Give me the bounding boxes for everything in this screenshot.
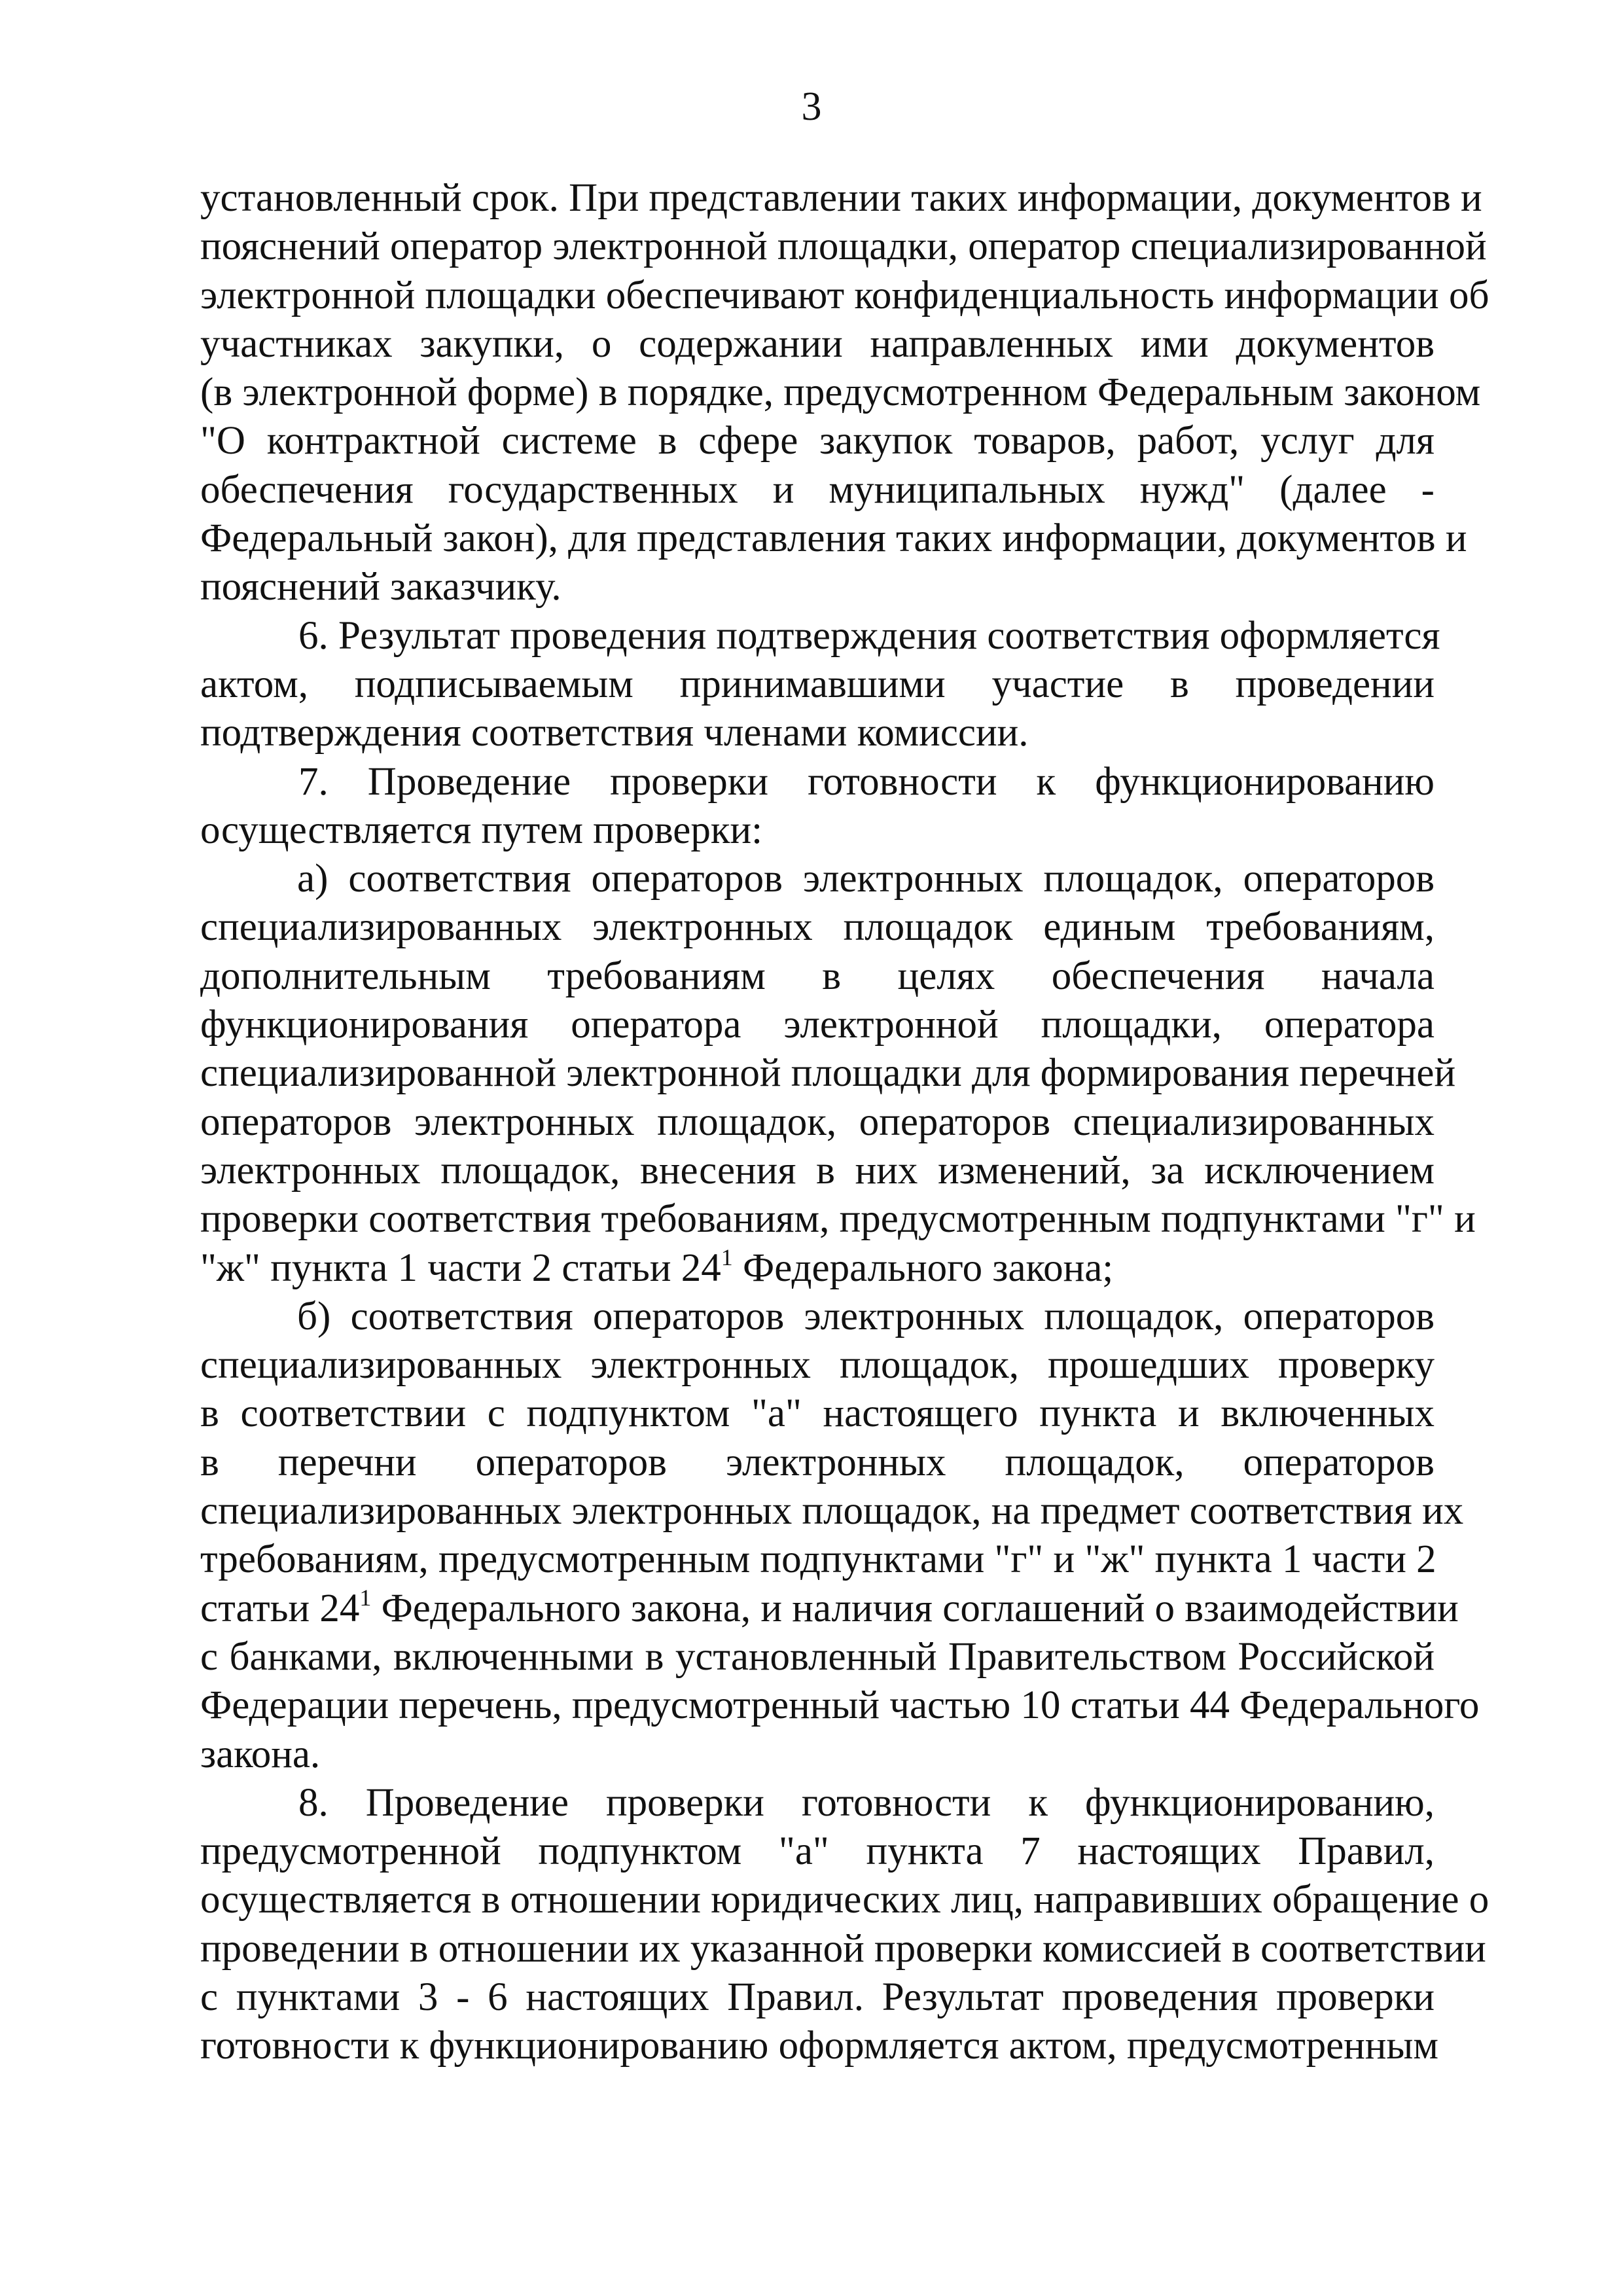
- paragraph-continuation: [200, 174, 1489, 612]
- text-line: готовности к функционированию оформляется актом, предусмотренным: [200, 2024, 1439, 2068]
- text-line: обеспечения государственных и муниципальных нужд" (далее -: [200, 467, 1435, 512]
- text-fragment: "ж" пункта 1 части 2 статьи 24: [200, 1246, 721, 1290]
- text-line: дополнительным требованиям в целях обеспечения начала: [200, 954, 1435, 998]
- text-line: "О контрактной системе в сфере закупок товаров, работ, услуг для: [200, 419, 1435, 463]
- text-line: электронных площадок, внесения в них изменений, за исключением: [200, 1148, 1435, 1193]
- paragraph-6: [200, 612, 1440, 758]
- text-line: Федеральный закон), для представления таких информации, документов и: [200, 516, 1467, 561]
- text-line: проверки соответствия требованиям, предусмотренным подпунктами "г" и: [200, 1197, 1476, 1242]
- text-fragment: статьи 24: [200, 1586, 360, 1630]
- paragraph-7: [200, 758, 1435, 855]
- text-line: электронной площадки обеспечивают конфиденциальность информации об: [200, 273, 1489, 317]
- text-fragment: Федерального закона;: [732, 1246, 1114, 1290]
- text-line: [200, 1584, 1459, 1633]
- text-line: специализированных электронных площадок, прошедших проверку: [200, 1343, 1435, 1388]
- text-line: б) соответствия операторов электронных площадок, операторов: [297, 1294, 1435, 1338]
- document-body: [200, 174, 1489, 2071]
- paragraph-8: [200, 1779, 1489, 2071]
- text-line: с пунктами 3 - 6 настоящих Правил. Результат проведения проверки: [200, 1975, 1435, 2019]
- superscript: 1: [721, 1244, 733, 1270]
- text-line: [200, 1244, 1435, 1293]
- text-line: предусмотренной подпунктом "а" пункта 7 настоящих Правил,: [200, 1829, 1435, 1874]
- text-line: в перечни операторов электронных площадок, операторов: [200, 1440, 1435, 1484]
- page-number: 3: [801, 84, 822, 129]
- text-line: Федерации перечень, предусмотренный частью 10 статьи 44 Федерального: [200, 1683, 1480, 1728]
- text-line: подтверждения соответствия членами комиссии.: [200, 711, 1029, 755]
- text-line: 8. Проведение проверки готовности к функционированию,: [298, 1780, 1435, 1825]
- text-line: осуществляется путем проверки:: [200, 808, 763, 852]
- text-fragment: Федерального закона, и наличия соглашений о взаимодействии: [371, 1586, 1459, 1630]
- text-line: (в электронной форме) в порядке, предусмотренном Федеральным законом: [200, 370, 1481, 415]
- text-line: операторов электронных площадок, операторов специализированных: [200, 1100, 1435, 1144]
- text-line: а) соответствия операторов электронных площадок, операторов: [297, 857, 1435, 901]
- text-line: с банками, включенными в установленный Правительством Российской: [200, 1634, 1435, 1679]
- subparagraph-b: [200, 1293, 1480, 1779]
- text-line: осуществляется в отношении юридических лиц, направивших обращение о: [200, 1878, 1489, 1922]
- text-line: функционирования оператора электронной площадки, оператора: [200, 1003, 1435, 1047]
- text-line: специализированной электронной площадки для формирования перечней: [200, 1051, 1456, 1096]
- text-line: 6. Результат проведения подтверждения соответствия оформляется: [298, 613, 1440, 658]
- text-line: пояснений заказчику.: [200, 565, 562, 609]
- superscript: 1: [359, 1584, 372, 1611]
- text-line: закона.: [200, 1732, 321, 1776]
- text-line: проведении в отношении их указанной проверки комиссией в соответствии: [200, 1926, 1486, 1971]
- text-line: установленный срок. При представлении таких информации, документов и: [200, 176, 1482, 220]
- text-line: пояснений оператор электронной площадки, оператор специализированной: [200, 224, 1487, 269]
- text-line: требованиям, предусмотренным подпунктами "г" и "ж" пункта 1 части 2: [200, 1537, 1436, 1582]
- text-line: в соответствии с подпунктом "а" настоящего пункта и включенных: [200, 1391, 1435, 1436]
- subparagraph-a: [200, 855, 1476, 1293]
- text-line: участниках закупки, о содержании направленных ими документов: [200, 321, 1435, 366]
- text-line: 7. Проведение проверки готовности к функционированию: [298, 759, 1435, 804]
- text-line: актом, подписываемым принимавшими участие в проведении: [200, 662, 1435, 706]
- text-line: специализированных электронных площадок единым требованиям,: [200, 905, 1435, 950]
- text-line: специализированных электронных площадок, на предмет соответствия их: [200, 1489, 1464, 1534]
